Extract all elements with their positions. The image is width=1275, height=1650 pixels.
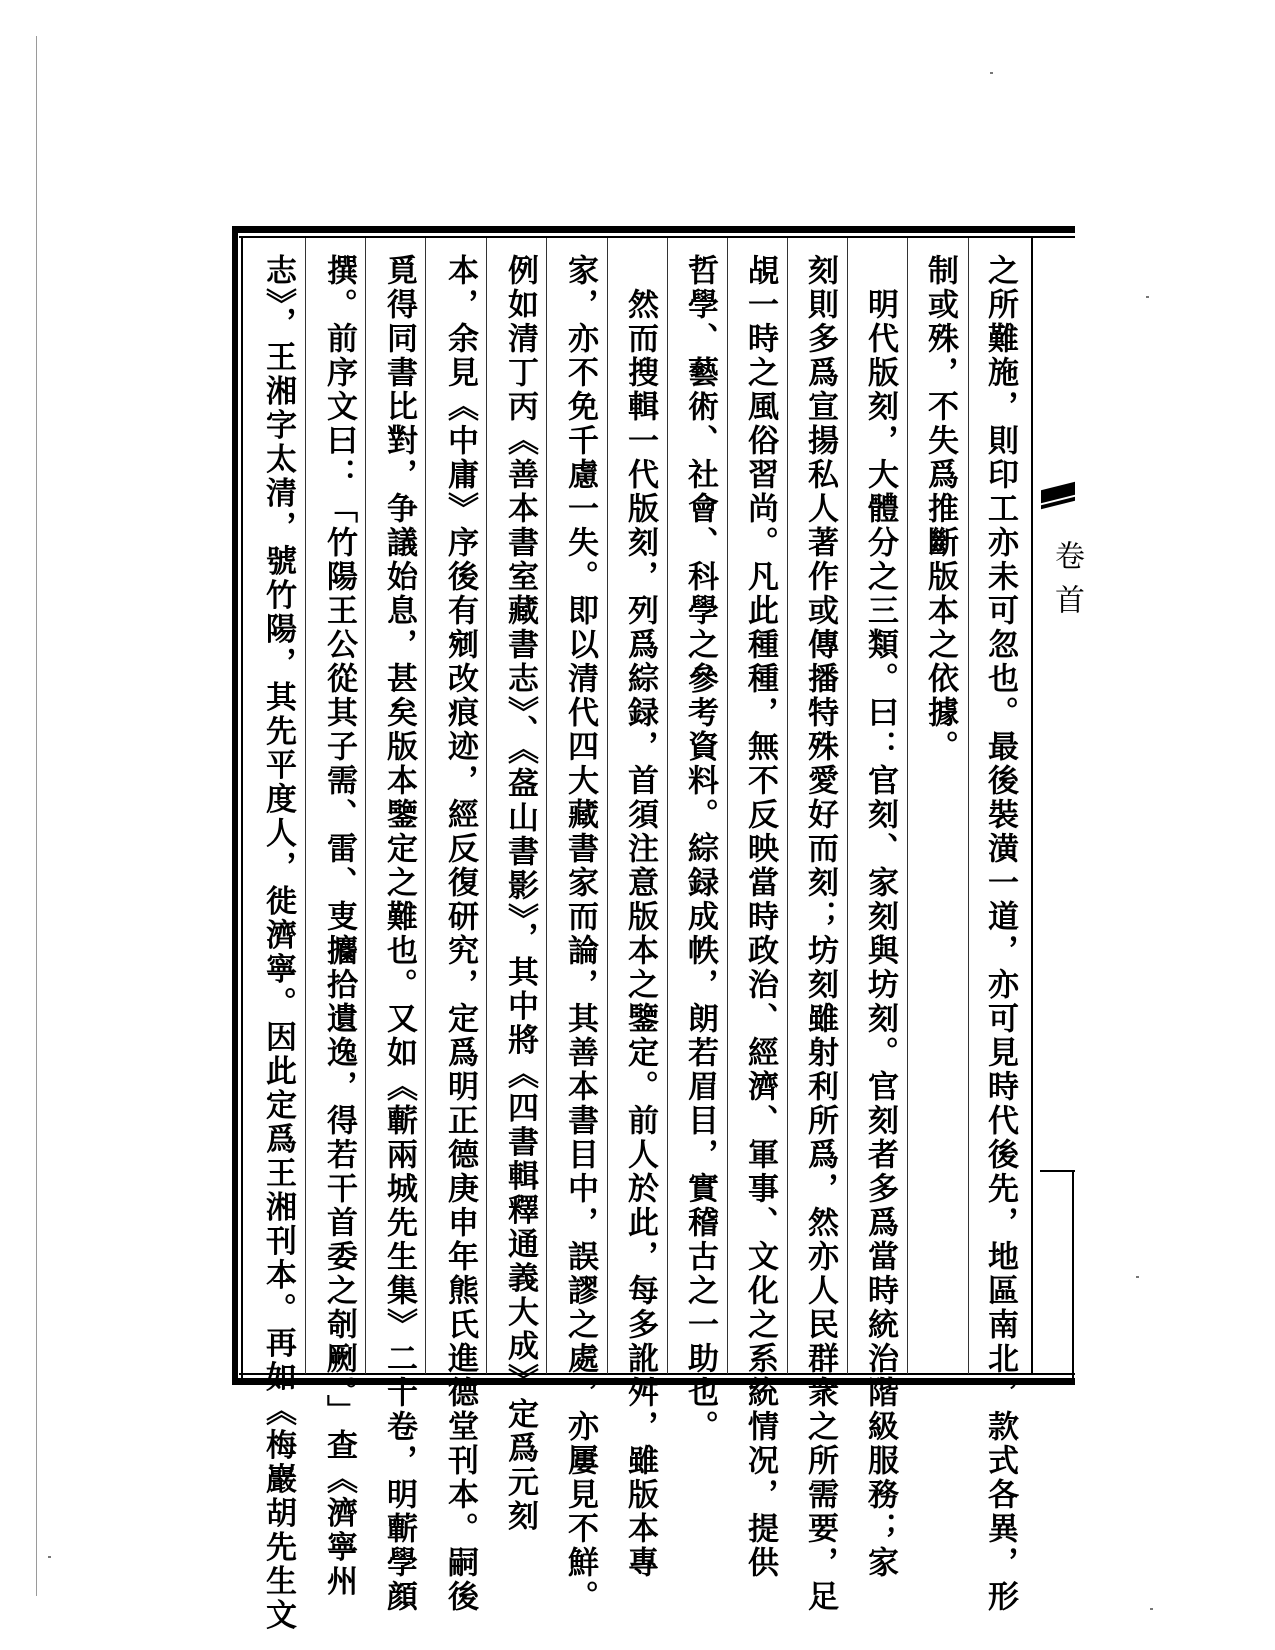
text-column-9: 例如清丁丙《善本書室藏書志》、《盋山書影》，其中將《四書輯釋通義大成》定爲元刻: [502, 254, 538, 1534]
frame-left-inner-border: [241, 236, 243, 1379]
scan-speck: [1136, 1276, 1139, 1278]
column-divider: [847, 238, 848, 1374]
margin-bracket-top: [1040, 1170, 1075, 1172]
column-divider: [607, 238, 608, 1374]
scan-speck: [1150, 1608, 1153, 1610]
column-divider: [486, 238, 487, 1374]
text-column-13: 志》，王湘字太清，號竹陽，其先平度人，徙濟寧。因此定爲王湘刊本。再如《梅巖胡先生文: [260, 254, 296, 1633]
scan-speck: [990, 72, 993, 74]
column-divider: [546, 238, 547, 1374]
frame-top-border: [232, 226, 1075, 233]
text-column-3: 明代版刻，大體分之三類。曰：官刻、家刻與坊刻。官刻者多爲當時統治階級服務；家: [862, 254, 898, 1580]
page-edge-line: [36, 36, 37, 1596]
column-divider: [787, 238, 788, 1374]
column-divider: [727, 238, 728, 1374]
volume-label: 卷首: [1049, 540, 1084, 628]
text-column-1: 之所難施，則印工亦未可忽也。最後裝潢一道，亦可見時代後先，地區南北，款式各異，形: [982, 254, 1018, 1614]
frame-right-border: [1031, 236, 1033, 1374]
column-divider: [667, 238, 668, 1374]
text-column-11: 覓得同書比對，争議始息，甚矣版本鑒定之難也。又如《蘄兩城先生集》二十卷，明蘄學顔: [381, 254, 417, 1614]
text-column-5: 覘一時之風俗習尚。凡此種種，無不反映當時政治、經濟、軍事、文化之系統情况，提供: [742, 254, 778, 1580]
text-column-7: 然而搜輯一代版刻，列爲綜録，首須注意版本之鑒定。前人於此，每多訛舛，雖版本專: [622, 254, 658, 1580]
margin-bracket-side: [1072, 1170, 1074, 1378]
scan-speck: [48, 1556, 51, 1558]
text-column-2: 制或殊，不失爲推斷版本之依據。: [922, 254, 958, 764]
text-column-8: 家，亦不免千慮一失。即以清代四大藏書家而論，其善本書目中，誤謬之處，亦屢見不鮮。: [562, 254, 598, 1614]
column-divider: [968, 238, 969, 1374]
scan-speck: [1146, 296, 1149, 298]
column-divider: [907, 238, 908, 1374]
text-column-6: 哲學、藝術、社會、科學之參考資料。綜録成帙，朗若眉目，實稽古之一助也。: [682, 254, 718, 1444]
column-divider: [305, 238, 306, 1374]
text-column-10: 本，余見《中庸》序後有剜改痕迹，經反復研究，定爲明正德庚申年熊氏進德堂刊本。嗣後: [442, 254, 478, 1614]
column-divider: [365, 238, 366, 1374]
frame-left-border: [232, 230, 238, 1385]
text-column-12: 撰。前序文曰：「竹陽王公從其子需、雷、叓攟拾遺逸，得若干首委之剞劂。」查《濟寧州: [321, 254, 357, 1599]
text-column-4: 刻則多爲宣揚私人著作或傳播特殊愛好而刻；坊刻雖射利所爲，然亦人民群衆之所需要，足: [802, 254, 838, 1614]
column-divider: [425, 238, 426, 1374]
